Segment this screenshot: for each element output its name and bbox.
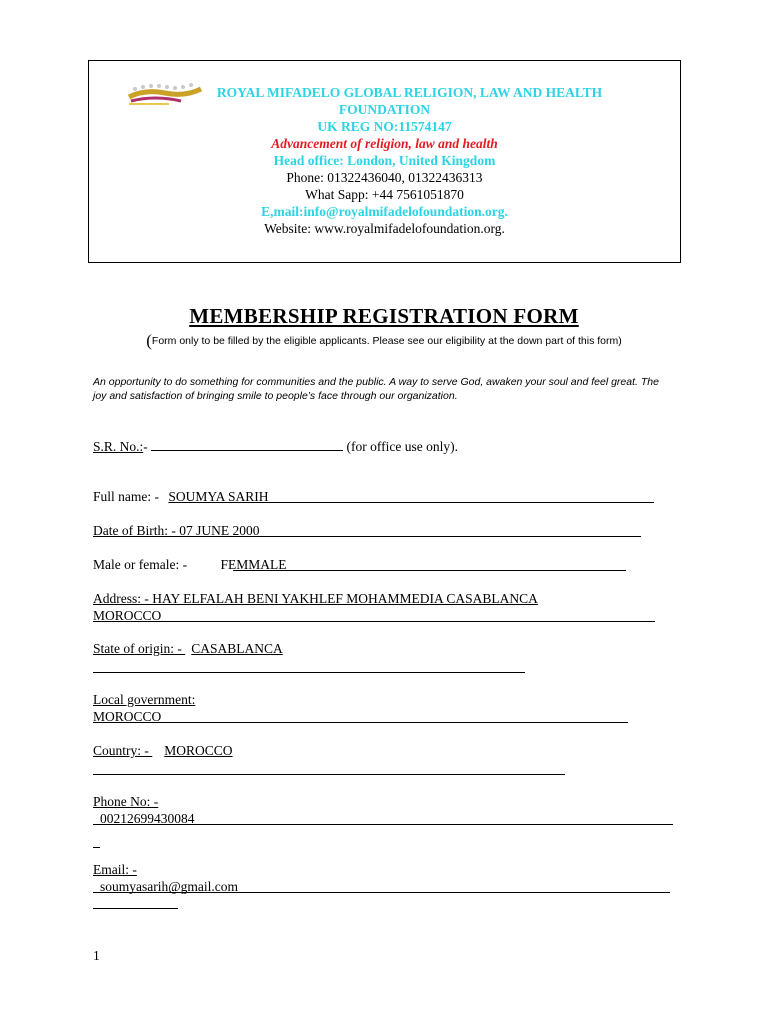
sr-number-row: [93, 438, 458, 456]
dob-label[interactable]: Date of Birth: - 07 JUNE 2000: [93, 523, 260, 538]
state-value[interactable]: CASABLANCA: [191, 641, 283, 656]
dob-row: [93, 522, 259, 540]
gender-row: [93, 556, 286, 574]
phone-rule-tail: [93, 847, 100, 848]
note-text: Form only to be filled by the eligible applicants. Please see our eligibility at the down part of this form: [151, 335, 619, 347]
country-rule: [93, 774, 565, 775]
full-name-row: [93, 488, 269, 506]
state-row: [93, 640, 283, 658]
head-office: Head office: London, United Kingdom: [273, 153, 496, 168]
country-label: Country: -: [93, 743, 153, 758]
form-note: [0, 331, 768, 351]
intro-text: An opportunity to do something for communities and the public. A way to serve God, awaken your soul and feel great. The joy and satisfaction of bringing smile to people’s face through our organization.: [93, 376, 659, 402]
state-label: State of origin: -: [93, 641, 186, 656]
email-value[interactable]: soumyasarih@gmail.com: [100, 879, 239, 894]
local-gov-label: Local government:: [93, 692, 196, 707]
gender-value[interactable]: FEMMALE: [220, 557, 287, 572]
website: Website: www.royalmifadelofoundation.org.: [264, 221, 505, 236]
form-title: MEMBERSHIP REGISTRATION FORM: [189, 304, 579, 328]
note-open-paren: (: [146, 331, 152, 350]
email-address: E,mail:info@royalmifadelofoundation.org.: [261, 204, 508, 219]
phone-numbers: Phone: 01322436040, 01322436313: [286, 170, 483, 185]
tagline: Advancement of religion, law and health: [271, 136, 498, 151]
org-name-line1: ROYAL MIFADELO GLOBAL RELIGION, LAW AND HEALTH: [216, 85, 603, 100]
letterhead-box: [88, 60, 681, 263]
email-rule: [93, 892, 670, 893]
address-line2[interactable]: MOROCCO: [93, 608, 162, 623]
email-rule-tail: [93, 908, 178, 909]
sr-number-field[interactable]: [151, 439, 343, 451]
sr-label: S.R. No.:: [93, 439, 144, 454]
whatsapp-number: What Sapp: +44 7561051870: [305, 187, 464, 202]
email-label: Email: -: [93, 862, 137, 877]
org-name-line2: FOUNDATION: [338, 102, 431, 117]
state-rule: [93, 672, 525, 673]
phone-rule: [93, 824, 673, 825]
note-close-paren: ): [618, 335, 622, 347]
dob-rule: [93, 536, 641, 537]
reg-number: UK REG NO:11574147: [317, 119, 452, 134]
local-gov-value[interactable]: MOROCCO: [93, 709, 162, 724]
full-name-label: Full name: -: [93, 489, 163, 504]
page-number: 1: [93, 948, 100, 963]
address-rule: [93, 621, 655, 622]
country-row: [93, 742, 233, 760]
sr-note: (for office use only).: [343, 439, 458, 454]
country-value[interactable]: MOROCCO: [164, 743, 233, 758]
gender-label: Male or female: -: [93, 557, 191, 572]
sr-dash: -: [143, 439, 152, 454]
gender-rule: [233, 570, 626, 571]
address-label[interactable]: Address: - HAY ELFALAH BENI YAKHLEF MOHAMMEDIA CASABLANCA: [93, 591, 538, 606]
full-name-rule: [182, 502, 654, 503]
phone-label: Phone No: -: [93, 794, 159, 809]
full-name-value[interactable]: SOUMYA SARIH: [168, 489, 269, 504]
local-gov-rule: [93, 722, 628, 723]
phone-value[interactable]: 00212699430084: [100, 811, 195, 826]
